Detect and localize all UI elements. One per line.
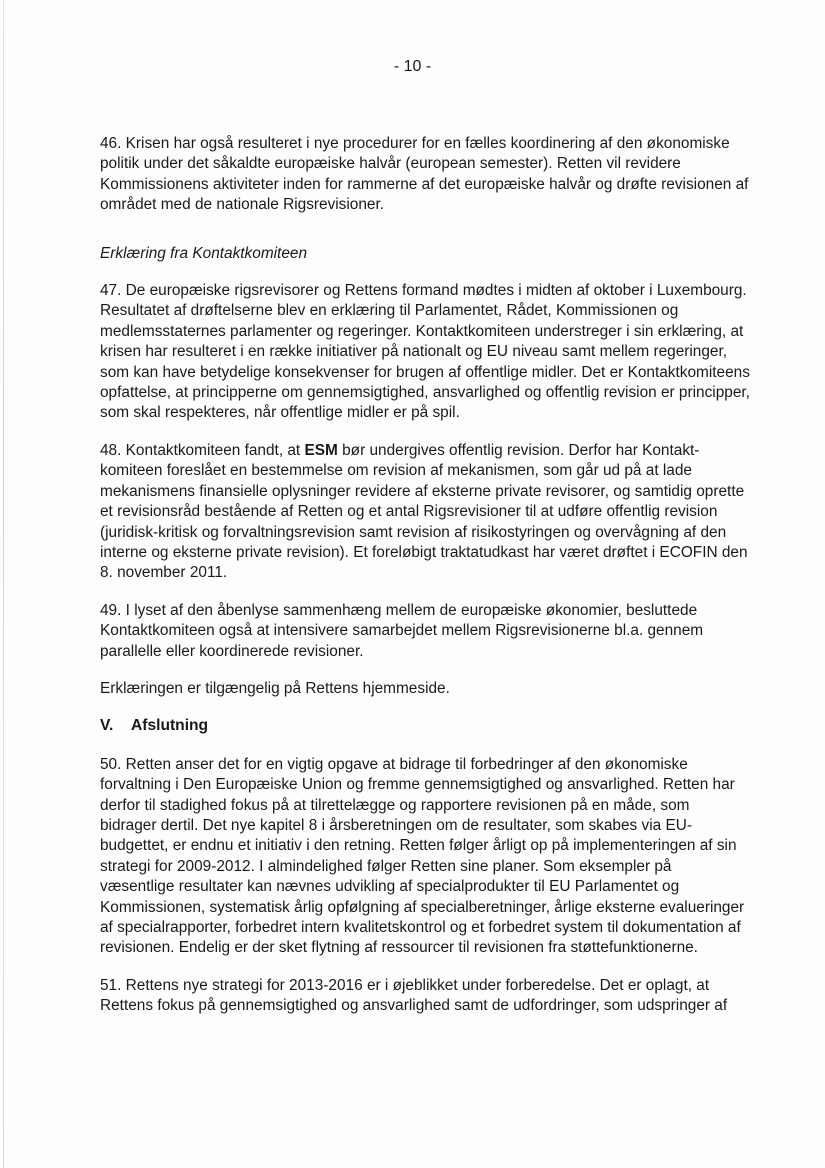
section-title: Afslutning [131, 717, 209, 735]
paragraph-48 [100, 441, 750, 584]
esm-bold-term: ESM [304, 441, 338, 459]
paragraph-50: 50. Retten anser det for en vigtig opgave at bidrage til forbedringer af den økonomiske forvaltning i Den Europæiske Union og fremme gennemsigtighed og ansvarlighed. Retten har derfor til stadighed fokus på at tilrettelægge og rapportere revisionen på en måde, som bidrager dertil. Det nye kapitel 8 i årsberetningen om de resultater, som skabes via EU-budgettet, er endnu et initiativ i den retning. Retten følger årligt op på implementeringen af sin strategi for 2009-2012. I almindelighed følger Retten sine planer. Som eksempler på væsentlige resultater kan nævnes udvikling af specialprodukter til EU Parlamentet og Kommissionen, systematisk årlig opfølgning af specialberetninger, årlige eksterne evalueringer af specialrapporter, forbedret intern kvalitetskontrol og et forbedret system til dokumentation af revisionen. Endelig er der sket flytning af ressourcer til revisionen fra støttefunktionerne. [100, 755, 745, 957]
paragraph-49-note: Erklæringen er tilgængelig på Rettens hjemmeside. [100, 679, 450, 697]
document-body [100, 134, 750, 1034]
paragraph-51: 51. Rettens nye strategi for 2013-2016 er i øjeblikket under forberedelse. Det er oplagt, at Rettens fokus på gennemsigtighed og ansvarlighed samt de udfordringer, som udspringer af [100, 976, 728, 1015]
page-number: - 10 - [393, 58, 432, 75]
paragraph-49: 49. I lyset af den åbenlyse sammenhæng mellem de europæiske økonomier, besluttede Kontaktkomiteen også at intensivere samarbejdet mellem Rigsrevisionerne bl.a. gennem parallelle eller koordinerede revisioner. [100, 601, 704, 660]
paragraph-48-rest: bør undergives offentlig revision. Derfor har Kontakt-komiteen foreslået en bestemmelse om revision af mekanismen, som går ud på at lade mekanismens finansielle oplysninger revidere af eksterne private revisorer, og samtidig oprette et revisionsråd bestående af Retten og et antal Rigsrevisioner til at udføre offentlig revision (juridisk-kritisk og forvaltningsrevision samt revision af risikostyringen og overvågning af den interne og eksterne private revision). Et foreløbigt traktatudkast har været drøftet i ECOFIN den 8. november 2011. [100, 441, 748, 582]
section-heading-v [100, 716, 750, 736]
scan-edge-line [3, 0, 4, 1168]
paragraph-47: 47. De europæiske rigsrevisorer og Rettens formand mødtes i midten af oktober i Luxembourg. Resultatet af drøftelserne blev en erklæring til Parlamentet, Rådet, Kommissionen og medlemsstaternes parlamenter og regeringer. Kontaktkomiteen understreger i sin erklæring, at krisen har resulteret i en række initiativer på nationalt og EU niveau samt mellem regeringer, som kan have betydelige konsekvenser for brugen af offentlige midler. Det er Kontaktkomiteens opfattelse, at principperne om gennemsigtighed, ansvarlighed og offentlig revision er principper, som skal respekteres, når offentlige midler er på spil. [100, 282, 750, 422]
section-number: V. [100, 717, 114, 735]
paragraph-48-start: 48. Kontaktkomiteen fandt, at [100, 441, 305, 459]
subheading-kontaktkomiteen: Erklæring fra Kontaktkomiteen [100, 244, 308, 262]
paragraph-46: 46. Krisen har også resulteret i nye procedurer for en fælles koordinering af den økonomiske politik under det såkaldte europæiske halvår (european semester). Retten vil revidere Kommissionens aktiviteter inden for rammerne af det europæiske halvår og drøfte revisionen af området med de nationale Rigsrevisioner. [100, 135, 749, 214]
